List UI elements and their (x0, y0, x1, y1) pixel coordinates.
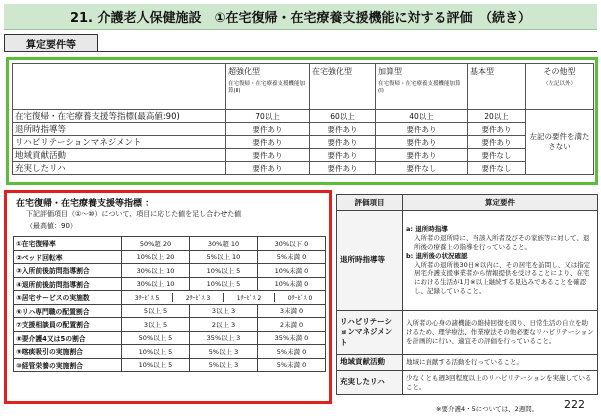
cell-value: 要件あり (310, 136, 376, 149)
cell-value: 60以上 (310, 110, 376, 123)
table-row (13, 162, 594, 175)
table-row (14, 345, 326, 359)
cell-value: 要件あり (310, 123, 376, 136)
cell-value: 要件あり (310, 149, 376, 162)
table-row (337, 371, 598, 395)
cell-value: 要件あり (468, 123, 526, 136)
indicator-label: ①在宅復帰率 (14, 237, 122, 251)
indicator-option: 3以上 5 (122, 318, 190, 332)
indicator-option: 10%以上 5 (122, 358, 190, 372)
table-header-row (13, 64, 594, 110)
indicator-option: 5以上 5 (122, 304, 190, 318)
table-header-row (337, 195, 598, 211)
header-basic-type: 基本型 (468, 64, 526, 110)
indicator-option: 2ｻｰﾋﾞｽ 3 (173, 293, 224, 302)
table-row (337, 355, 598, 371)
indicator-subtitle: 下記評価項目（①～⑩）について、項目に応じた値を足し合わせた値 (26, 210, 242, 218)
cell-value: 要件あり (468, 136, 526, 149)
indicator-option: 50%超 20 (122, 237, 190, 251)
indicator-option: 5%以上 3 (190, 345, 258, 359)
table-row (14, 277, 326, 291)
req-b-title: b: 退所後の状況確認 (406, 251, 468, 260)
indicator-option: 5%以上 10 (190, 250, 258, 264)
cell-value: 要件あり (376, 136, 468, 149)
req-a-title: a: 退所時指導 (406, 225, 448, 234)
cell-value: 要件なし (468, 162, 526, 175)
req-b-text: 入所者の退所後30日※以内に、その居宅を訪問し、又は指定居宅介護支援事業者から情報提供を受けることにより、在宅における生活が1月※以上継続する見込みであることを確認し、記録していること。 (414, 260, 591, 295)
table-row (13, 136, 594, 149)
table-row (13, 149, 594, 162)
table-row (14, 318, 326, 332)
indicator-option: 10%以上 5 (122, 345, 190, 359)
table-row (14, 331, 326, 345)
cell-value: 要件あり (310, 162, 376, 175)
indicator-option: 3未満 0 (258, 304, 326, 318)
header-requirement: 算定要件 (403, 195, 598, 211)
req-text: 入所者の心身の諸機能の維持回復を図り、日常生活の自立を助けるため、理学療法、作業療法その他必要なリハビリテーションを計画的に行い、適宜その評価を行っていること。 (403, 311, 598, 355)
indicator-option: 2以上 3 (190, 318, 258, 332)
cell-value: 要件あり (226, 123, 310, 136)
cell-value: 要件なし (376, 162, 468, 175)
row-label: 退所時指導等 (13, 123, 226, 136)
row-label: 充実したリハ (13, 162, 226, 175)
req-item: 退所時指導等 (337, 211, 403, 311)
table-row (13, 110, 594, 123)
table-row (14, 237, 326, 251)
req-item: リハビリテーションマネジメント (337, 311, 403, 355)
indicator-label: ⑥リハ専門職の配置割合 (14, 304, 122, 318)
other-type-text: 左記の要件を満たさない (526, 110, 594, 175)
cell-value: 要件あり (376, 149, 468, 162)
indicator-option: 30%以上 10 (122, 277, 190, 291)
cell-value: 要件あり (376, 123, 468, 136)
req-a-text: 入所者の退所時に、当該入所者及びその家族等に対して、退所後の療養上の指導を行っていること。 (414, 234, 590, 251)
indicator-option: 5%未満 0 (258, 358, 326, 372)
table-row (14, 304, 326, 318)
table-row (337, 211, 598, 311)
indicator-option: 10%未満 0 (258, 264, 326, 278)
cell-value: 20以上 (468, 110, 526, 123)
indicator-label: ②ベッド回転率 (14, 250, 122, 264)
indicator-option: 35%以上 3 (190, 331, 258, 345)
page-number: 222 (564, 398, 585, 411)
indicator-option: 10%以上 20 (122, 250, 190, 264)
cell-value: 要件なし (468, 149, 526, 162)
req-item: 充実したリハ (337, 371, 403, 395)
row-label: 在宅復帰・在宅療養支援等指標(最高値:90) (13, 110, 226, 123)
indicator-option: 2未満 0 (258, 318, 326, 332)
table-row (337, 311, 598, 355)
indicator-option: 3以上 3 (190, 304, 258, 318)
indicator-table (13, 236, 326, 372)
header-home-enhanced: 在宅強化型 (310, 64, 376, 110)
header-item: 評価項目 (337, 195, 403, 211)
table-row (14, 358, 326, 372)
cell-value: 要件あり (226, 136, 310, 149)
table-row (13, 123, 594, 136)
indicator-option: 10%以上 5 (190, 277, 258, 291)
requirements-table (336, 194, 598, 395)
header-super-enhanced: 超強化型 在宅復帰・在宅療養支援機能加算(Ⅱ) (226, 64, 310, 110)
section-label: 算定要件等 (4, 34, 98, 51)
indicator-option: 30%以下 0 (258, 237, 326, 251)
req-text (403, 211, 598, 311)
row-label: リハビリテーションマネジメント (13, 136, 226, 149)
indicator-label: ⑨喀痰吸引の実施割合 (14, 345, 122, 359)
cell-value: 40以上 (376, 110, 468, 123)
indicator-label: ③入所前後訪問指導割合 (14, 264, 122, 278)
indicator-range: （最高値：90） (26, 222, 77, 230)
indicator-label: ④退所前後訪問指導割合 (14, 277, 122, 291)
indicator-option: 30%以上 10 (122, 264, 190, 278)
indicator-option: 5%以上 3 (190, 358, 258, 372)
indicator-option: 5%未満 0 (258, 250, 326, 264)
table-row (14, 264, 326, 278)
row-label: 地域貢献活動 (13, 149, 226, 162)
table-row (14, 250, 326, 264)
cell-value: 要件あり (226, 149, 310, 162)
indicator-option: 5%未満 0 (258, 345, 326, 359)
indicator-label: ⑧要介護4又は5の割合 (14, 331, 122, 345)
indicator-option: 0ｻｰﾋﾞｽ 0 (287, 294, 313, 302)
indicator-option: 3ｻｰﾋﾞｽ 5 (122, 293, 173, 302)
header-other-type: その他型 （左記以外） (526, 64, 594, 110)
indicator-option: 1ｻｰﾋﾞｽ 2 (224, 293, 275, 302)
indicator-option: 10%未満 0 (258, 277, 326, 291)
indicator-option: 35%未満 0 (258, 331, 326, 345)
section-divider (4, 51, 597, 52)
indicator-option: 30%超 10 (190, 237, 258, 251)
table-row (14, 291, 326, 305)
indicator-option: 50%以上 5 (122, 331, 190, 345)
cell-value: 要件あり (226, 162, 310, 175)
cell-value: 70以上 (226, 110, 310, 123)
footnote: ※要介護4・5については、2週間。 (436, 405, 539, 413)
indicator-option: 10%以上 5 (190, 264, 258, 278)
indicator-title: 在宅復帰・在宅療養支援等指標 ： (16, 199, 155, 209)
indicator-label: ⑤居宅サービスの実施数 (14, 291, 122, 305)
header-blank (13, 64, 226, 110)
req-item: 地域貢献活動 (337, 355, 403, 371)
req-text: 少なくとも週3回程度以上のリハビリテーションを実施していること。 (403, 371, 598, 395)
req-text: 地域に貢献する活動を行っていること。 (403, 355, 598, 371)
header-addition-type: 加算型 在宅復帰・在宅療養支援機能加算(Ⅰ) (376, 64, 468, 110)
facility-type-table (12, 63, 594, 175)
indicator-option-group (122, 291, 326, 305)
indicator-label: ⑦支援相談員の配置割合 (14, 318, 122, 332)
indicator-label: ⑩経管栄養の実施割合 (14, 358, 122, 372)
page-title: 21. 介護老人保健施設 ①在宅復帰・在宅療養支援機能に対する評価 （続き） (4, 4, 597, 30)
